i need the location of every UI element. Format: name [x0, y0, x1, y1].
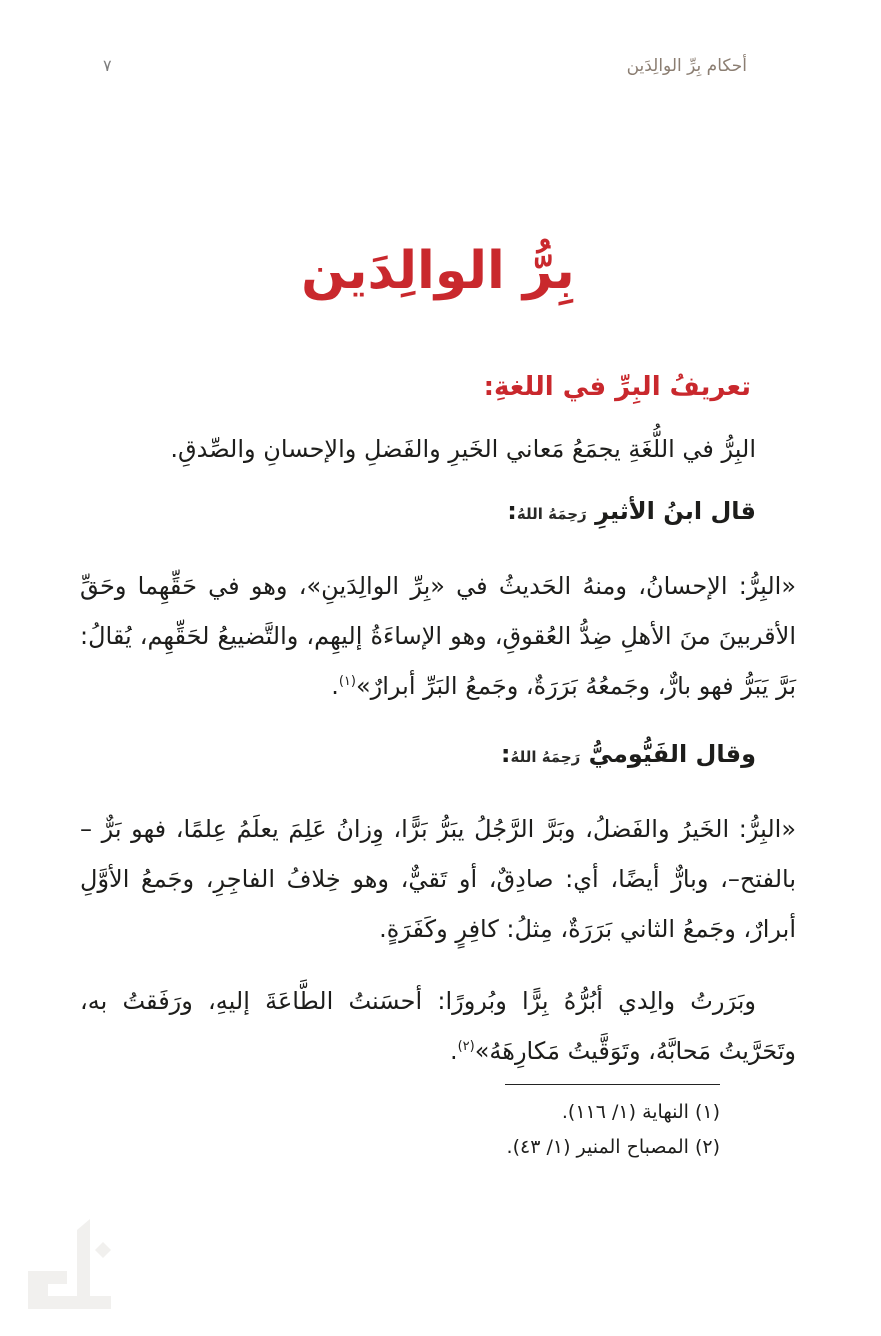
honorific-rahimahullah: رَحِمَهُ اللهُ — [510, 748, 581, 767]
section-heading-definition: تعريفُ البِرِّ في اللغةِ: — [483, 372, 751, 403]
paragraph-definition: البِرُّ في اللُّغَةِ يجمَعُ مَعاني الخَيرِ والفَضلِ والإحسانِ والصِّدقِ. — [170, 435, 756, 464]
footnotes-block — [80, 1084, 720, 1165]
speaker-line-al-fayyumi — [80, 729, 796, 782]
paragraph-text: وبَرَرتُ والِدي أبُرُّهُ بِرًّا وبُرورًا: أحسَنتُ الطَّاعَةَ إليهِ، ورَفَقتُ به، وتَحَرَّيتُ مَحابَّهُ، وتَوَقَّيتُ مَكارِهَهُ» — [80, 987, 796, 1066]
footnote-ref-2: (٢) — [457, 1039, 475, 1055]
speaker-line-ibn-al-athir — [80, 486, 796, 539]
speaker-name: وقال الفَيُّوميُّ — [588, 740, 756, 769]
quote-ibn-al-athir — [80, 561, 796, 711]
watermark-alif-bar — [77, 1219, 90, 1308]
watermark-base-step — [28, 1271, 111, 1309]
footnote-item: (٢) المصباح المنير (١/ ٤٣). — [506, 1136, 720, 1159]
running-head — [103, 56, 747, 76]
honorific-rahimahullah: رَحِمَهُ اللهُ — [516, 505, 587, 524]
page-content — [0, 56, 881, 1165]
quote-text: «البِرُّ: الإحسانُ، ومنهُ الحَديثُ في «بِرِّ الوالِدَينِ»، وهو في حَقِّهِما وحَقِّ الأقربينَ منَ الأهلِ ضِدُّ العُقوقِ، وهو الإساءَةُ إليهِم، والتَّضييعُ لحَقِّهِم، يُقالُ: بَرَّ يَبَرُّ فهو بارٌّ، وجَمعُهُ بَرَرَةٌ، وجَمعُ البَرِّ أبرارٌ» — [80, 572, 796, 701]
footnote-item: (١) النهاية (١/ ١١٦). — [561, 1101, 720, 1124]
quote-al-fayyumi: «البِرُّ: الخَيرُ والفَضلُ، وبَرَّ الرَّجُلُ يبَرُّ بَرًّا، وِزانُ عَلِمَ يعلَمُ عِلمًا، فهو بَرٌّ –بالفتح–، وبارٌّ أيضًا، أي: صادِقٌ، أو تَقيٌّ، وهو خِلافُ الفاجِرِ، وجَمعُ الأوَّلِ أبرارٌ، وجَمعُ الثاني بَرَرَةٌ، مِثلُ: كافِرٍ وكَفَرَةٍ. — [80, 815, 796, 944]
watermark-diamond — [95, 1242, 111, 1258]
footnote-ref-1: (١) — [338, 674, 356, 690]
footnote-separator-rule — [505, 1084, 720, 1085]
chapter-title: بِرُّ الوالِدَين — [301, 241, 575, 301]
speaker-name: قال ابنُ الأثيرِ — [595, 497, 756, 526]
quote-period: . — [331, 672, 339, 701]
book-page — [0, 56, 881, 1336]
paragraph-barartu-walidi — [80, 976, 796, 1076]
speaker-colon: : — [500, 740, 511, 769]
speaker-colon: : — [507, 497, 517, 526]
page-number: ٧ — [103, 56, 112, 75]
paragraph-period: . — [449, 1037, 458, 1066]
zad-watermark-logo — [22, 1212, 142, 1322]
running-head-book-title: أحكام بِرِّ الوالِدَين — [626, 56, 747, 76]
